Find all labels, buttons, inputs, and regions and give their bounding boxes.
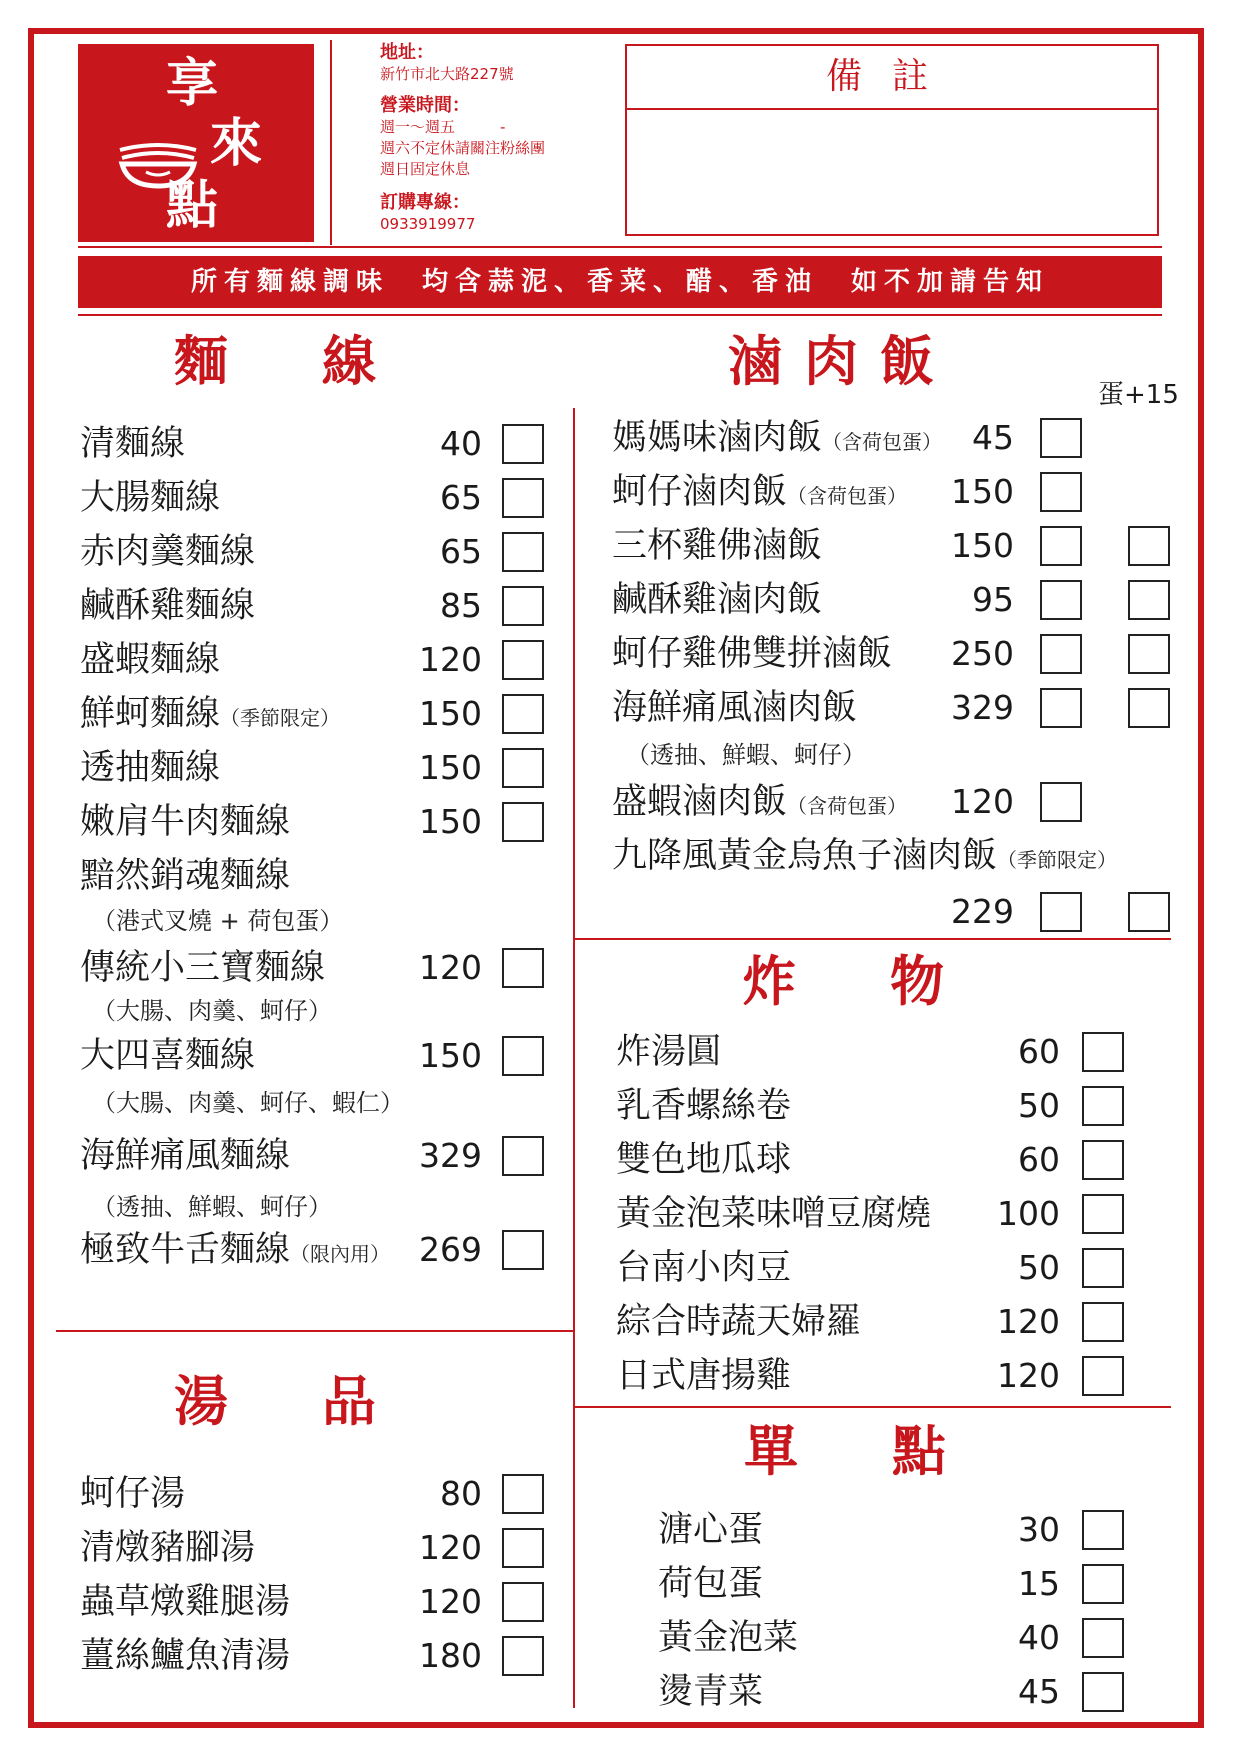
menu-item-name: 嫩肩牛肉麵線 [80, 802, 291, 842]
order-checkbox[interactable] [1082, 1356, 1124, 1396]
menu-item [80, 638, 220, 682]
address: 新竹市北大路227號 [380, 65, 514, 83]
order-checkbox[interactable] [1082, 1618, 1124, 1658]
menu-item-price: 180 [419, 1636, 482, 1675]
menu-item [658, 1508, 763, 1552]
order-checkbox[interactable] [1082, 1510, 1124, 1550]
order-checkbox[interactable] [1128, 580, 1170, 620]
menu-item [80, 1634, 290, 1678]
menu-item-note: （含荷包蛋） [787, 794, 908, 818]
item-description: （港式叉燒 + 荷包蛋） [92, 907, 344, 935]
menu-item-price: 329 [951, 688, 1014, 727]
menu-item-name: 清燉豬腳湯 [80, 1528, 256, 1568]
noodle-soup-divider [56, 1330, 573, 1332]
menu-item [616, 1300, 861, 1344]
menu-item-name: 盛蝦滷肉飯 [612, 782, 788, 822]
menu-item [80, 1472, 185, 1516]
seasoning-banner: 所有麵線調味 均含蒜泥、香菜、醋、香油 如不加請告知 [78, 256, 1162, 308]
menu-item [612, 686, 857, 730]
order-checkbox[interactable] [1082, 1248, 1124, 1288]
menu-item-price: 150 [419, 694, 482, 733]
order-checkbox[interactable] [502, 748, 544, 788]
menu-item-price: 120 [419, 1528, 482, 1567]
menu-item-price: 150 [951, 472, 1014, 511]
menu-item-name: 媽媽味滷肉飯 [612, 418, 823, 458]
order-label: 訂購專線： [380, 192, 470, 213]
menu-item [80, 800, 290, 844]
menu-item-name: 海鮮痛風麵線 [80, 1136, 291, 1176]
order-checkbox[interactable] [502, 1474, 544, 1514]
menu-item-name: 大腸麵線 [80, 478, 221, 518]
menu-item-name: 海鮮痛風滷肉飯 [612, 688, 858, 728]
menu-item-name: 蚵仔滷肉飯 [612, 472, 788, 512]
menu-item [616, 1084, 791, 1128]
menu-item [612, 834, 1117, 882]
menu-item-name: 薑絲鱸魚清湯 [80, 1636, 291, 1676]
order-checkbox[interactable] [1128, 526, 1170, 566]
order-checkbox[interactable] [502, 948, 544, 988]
menu-item-name: 荷包蛋 [658, 1564, 764, 1604]
menu-item [80, 746, 220, 790]
menu-item-price: 100 [997, 1194, 1060, 1233]
hours-label: 營業時間： [380, 95, 470, 116]
menu-item [616, 1192, 931, 1236]
menu-item-price: 95 [972, 580, 1014, 619]
menu-item-price: 65 [440, 478, 482, 517]
menu-item-name: 鹹酥雞麵線 [80, 586, 256, 626]
menu-item-name: 綜合時蔬天婦羅 [616, 1302, 862, 1342]
order-checkbox[interactable] [1082, 1140, 1124, 1180]
menu-item [616, 1246, 791, 1290]
menu-item [616, 1030, 721, 1074]
menu-item-name: 黃金泡菜 [658, 1618, 799, 1658]
menu-item-name: 溏心蛋 [658, 1510, 764, 1550]
fried-title: 炸 物 [742, 950, 964, 1013]
menu-item [80, 422, 185, 466]
order-checkbox[interactable] [1082, 1194, 1124, 1234]
menu-item [658, 1616, 798, 1660]
menu-item-price: 40 [1018, 1618, 1060, 1657]
menu-item-price: 60 [1018, 1140, 1060, 1179]
menu-item-name: 傳統小三寶麵線 [80, 948, 326, 988]
logo-char-1: 享 [166, 54, 219, 114]
egg-addon: 蛋+15 [1098, 380, 1179, 410]
menu-item-name: 乳香螺絲卷 [616, 1086, 792, 1126]
menu-item-price: 50 [1018, 1086, 1060, 1125]
menu-item-note: （季節限定） [220, 706, 341, 730]
menu-item-name: 大四喜麵線 [80, 1036, 256, 1076]
order-checkbox[interactable] [502, 1636, 544, 1676]
menu-item-price: 50 [1018, 1248, 1060, 1287]
menu-item-name: 蟲草燉雞腿湯 [80, 1582, 291, 1622]
menu-item [612, 632, 892, 676]
order-checkbox[interactable] [502, 532, 544, 572]
menu-item-name: 透抽麵線 [80, 748, 221, 788]
noodles-title: 麵 線 [174, 330, 396, 393]
menu-item [80, 530, 255, 574]
order-checkbox[interactable] [502, 1582, 544, 1622]
menu-item-price: 65 [440, 532, 482, 571]
menu-item [612, 416, 942, 464]
menu-item [80, 946, 325, 990]
order-checkbox[interactable] [1082, 1672, 1124, 1712]
menu-item-name: 黃金泡菜味噌豆腐燒 [616, 1194, 932, 1234]
notes-box[interactable] [625, 44, 1159, 236]
order-checkbox[interactable] [1040, 580, 1082, 620]
order-checkbox[interactable] [502, 694, 544, 734]
menu-item-price: 120 [997, 1356, 1060, 1395]
menu-item-price: 60 [1018, 1032, 1060, 1071]
menu-item [80, 1134, 290, 1178]
menu-item-price: 250 [951, 634, 1014, 673]
header-rule [78, 246, 1162, 248]
order-checkbox[interactable] [1040, 526, 1082, 566]
order-checkbox[interactable] [1040, 472, 1082, 512]
menu-item-price: 30 [1018, 1510, 1060, 1549]
menu-item-name: 三杯雞佛滷飯 [612, 526, 823, 566]
menu-item-name: 燙青菜 [658, 1672, 764, 1712]
order-checkbox[interactable] [1128, 634, 1170, 674]
menu-item-name: 日式唐揚雞 [616, 1356, 792, 1396]
order-checkbox[interactable] [502, 478, 544, 518]
order-checkbox[interactable] [1040, 688, 1082, 728]
order-checkbox[interactable] [502, 1230, 544, 1270]
order-checkbox[interactable] [502, 802, 544, 842]
menu-item-note: （限內用） [290, 1242, 391, 1266]
menu-item [80, 1034, 255, 1078]
order-checkbox[interactable] [1082, 1564, 1124, 1604]
order-checkbox[interactable] [1040, 634, 1082, 674]
order-checkbox[interactable] [1082, 1302, 1124, 1342]
menu-item [80, 692, 340, 740]
column-divider [573, 408, 575, 1708]
hours-weekday: 週一～週五 - [380, 118, 506, 136]
order-checkbox[interactable] [1082, 1032, 1124, 1072]
hours-saturday: 週六不定休請關注粉絲團 [380, 139, 546, 157]
menu-item [616, 1138, 791, 1182]
order-checkbox[interactable] [1040, 418, 1082, 458]
menu-item-price: 85 [440, 586, 482, 625]
menu-item-note: （含荷包蛋） [787, 484, 908, 508]
fried-sides-divider [575, 1406, 1171, 1408]
order-checkbox[interactable] [1128, 688, 1170, 728]
order-checkbox[interactable] [1128, 892, 1170, 932]
menu-item [612, 578, 822, 622]
logo-char-3: 點 [166, 176, 219, 236]
menu-item-name: 炸湯圓 [616, 1032, 722, 1072]
menu-item-name: 蚵仔雞佛雙拼滷飯 [612, 634, 893, 674]
notes-title: 備註 [627, 46, 1157, 110]
rice-fried-divider [575, 938, 1171, 940]
menu-item-price: 150 [419, 802, 482, 841]
menu-item [80, 1526, 255, 1570]
menu-item-name: 鮮蚵麵線 [80, 694, 221, 734]
order-checkbox[interactable] [1082, 1086, 1124, 1126]
menu-item-name: 極致牛舌麵線 [80, 1230, 291, 1270]
logo [78, 44, 314, 242]
menu-item [80, 476, 220, 520]
menu-item-name: 鹹酥雞滷肉飯 [612, 580, 823, 620]
order-checkbox[interactable] [1040, 782, 1082, 822]
menu-item-price: 120 [951, 782, 1014, 821]
menu-item-price: 150 [419, 748, 482, 787]
menu-item-note: （含荷包蛋） [822, 430, 943, 454]
address-label: 地址： [380, 42, 434, 63]
sides-title: 單 點 [744, 1420, 966, 1483]
menu-item-name: 九降風黃金烏魚子滷肉飯 [612, 836, 998, 876]
order-checkbox[interactable] [502, 424, 544, 464]
item-description: （透抽、鮮蝦、蚵仔） [626, 741, 866, 769]
menu-item [612, 470, 907, 518]
item-description: （透抽、鮮蝦、蚵仔） [92, 1193, 332, 1221]
menu-item-price: 15 [1018, 1564, 1060, 1603]
order-checkbox[interactable] [502, 640, 544, 680]
soup-title: 湯 品 [174, 1370, 396, 1433]
hours-sunday: 週日固定休息 [380, 160, 471, 178]
order-checkbox[interactable] [502, 1136, 544, 1176]
menu-item [80, 1228, 390, 1276]
menu-item [80, 584, 255, 628]
menu-item-name: 盛蝦麵線 [80, 640, 221, 680]
menu-item-name: 雙色地瓜球 [616, 1140, 792, 1180]
menu-item-price: 269 [419, 1230, 482, 1269]
order-checkbox[interactable] [502, 1528, 544, 1568]
order-checkbox[interactable] [502, 586, 544, 626]
banner-rule [78, 314, 1162, 316]
menu-item [612, 524, 822, 568]
menu-item-price: 120 [419, 640, 482, 679]
menu-item [616, 1354, 791, 1398]
noodle-bowl-icon [116, 130, 200, 190]
menu-item [658, 1562, 763, 1606]
menu-item-name: 蚵仔湯 [80, 1474, 186, 1514]
menu-item-price: 40 [440, 424, 482, 463]
menu-item-price: 45 [1018, 1672, 1060, 1711]
rice-title: 滷肉飯 [728, 330, 956, 393]
menu-item-price: 150 [951, 526, 1014, 565]
menu-item [612, 780, 907, 828]
header-divider [330, 40, 332, 245]
menu-item-name: 台南小肉豆 [616, 1248, 792, 1288]
order-phone[interactable]: 0933919977 [380, 215, 476, 233]
menu-item-name: 黯然銷魂麵線 [80, 856, 291, 896]
menu-item-price: 229 [951, 892, 1014, 931]
menu-item-price: 120 [419, 948, 482, 987]
shop-info [380, 42, 545, 235]
menu-item [80, 854, 290, 898]
item-description: （大腸、肉羹、蚵仔） [92, 997, 332, 1025]
menu-item-price: 150 [419, 1036, 482, 1075]
logo-char-2: 來 [210, 114, 263, 174]
order-checkbox[interactable] [1040, 892, 1082, 932]
item-description: （大腸、肉羹、蚵仔、蝦仁） [92, 1089, 404, 1117]
menu-item-name: 清麵線 [80, 424, 186, 464]
menu-item-price: 120 [419, 1582, 482, 1621]
menu-item [80, 1580, 290, 1624]
menu-item-price: 80 [440, 1474, 482, 1513]
menu-item-price: 120 [997, 1302, 1060, 1341]
menu-item [658, 1670, 763, 1714]
menu-item-price: 45 [972, 418, 1014, 457]
order-checkbox[interactable] [502, 1036, 544, 1076]
menu-item-name: 赤肉羹麵線 [80, 532, 256, 572]
menu-item-note: （季節限定） [997, 848, 1118, 872]
menu-item-price: 329 [419, 1136, 482, 1175]
